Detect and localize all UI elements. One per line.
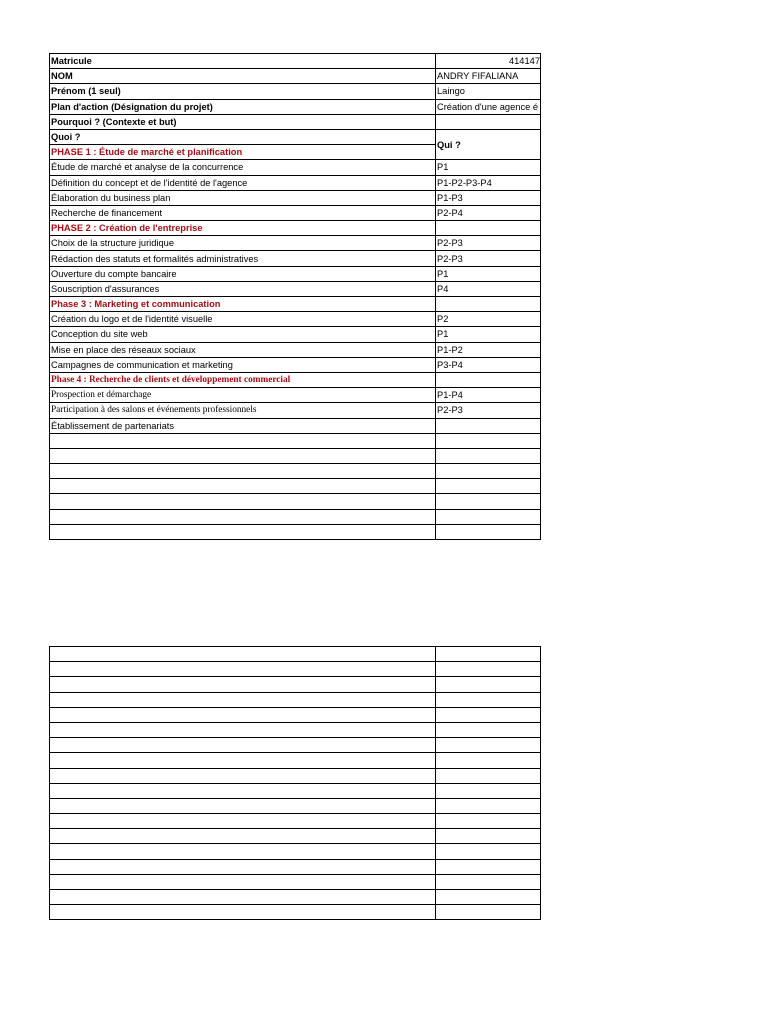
who-cell[interactable]: P3-P4 — [436, 357, 541, 372]
table-row — [50, 54, 541, 69]
task-row — [50, 205, 541, 220]
empty-row — [50, 479, 541, 494]
pourquoi-value[interactable] — [436, 114, 541, 129]
empty-row — [50, 494, 541, 509]
prenom-value[interactable]: Laingo — [436, 84, 541, 99]
empty-cell[interactable] — [436, 692, 541, 707]
nom-value[interactable]: ANDRY FIFALIANA — [436, 69, 541, 84]
empty-cell[interactable] — [436, 753, 541, 768]
empty-cell[interactable] — [50, 479, 436, 494]
empty-cell[interactable] — [50, 753, 436, 768]
who-cell[interactable]: P1-P2-P3-P4 — [436, 175, 541, 190]
empty-row — [50, 829, 541, 844]
empty-cell[interactable] — [436, 509, 541, 524]
empty-cell[interactable] — [50, 524, 436, 539]
empty-cell[interactable] — [436, 814, 541, 829]
empty-row — [50, 738, 541, 753]
phase-row — [50, 297, 541, 312]
task-cell[interactable]: Souscription d'assurances — [50, 281, 436, 296]
empty-row — [50, 662, 541, 677]
who-cell[interactable]: P2 — [436, 312, 541, 327]
empty-row — [50, 647, 541, 662]
empty-row — [50, 524, 541, 539]
task-row — [50, 190, 541, 205]
empty-cell[interactable] — [50, 677, 436, 692]
empty-cell[interactable] — [50, 814, 436, 829]
empty-cell[interactable] — [50, 798, 436, 813]
task-row — [50, 327, 541, 342]
task-row — [50, 388, 541, 403]
action-plan-table — [49, 53, 541, 540]
empty-cell[interactable] — [436, 798, 541, 813]
task-row — [50, 251, 541, 266]
empty-row — [50, 874, 541, 889]
empty-cell[interactable] — [436, 677, 541, 692]
empty-row — [50, 509, 541, 524]
empty-cell[interactable] — [50, 738, 436, 753]
empty-cell[interactable] — [436, 768, 541, 783]
task-row — [50, 403, 541, 418]
who-cell[interactable]: P1-P4 — [436, 388, 541, 403]
empty-row — [50, 783, 541, 798]
task-row — [50, 160, 541, 175]
empty-cell[interactable] — [436, 738, 541, 753]
empty-cell[interactable] — [436, 494, 541, 509]
empty-cell[interactable] — [50, 448, 436, 463]
empty-cell[interactable] — [436, 783, 541, 798]
table-row — [50, 69, 541, 84]
task-row — [50, 236, 541, 251]
empty-row — [50, 464, 541, 479]
table-row — [50, 129, 541, 144]
who-cell[interactable]: P2-P3 — [436, 251, 541, 266]
task-row — [50, 342, 541, 357]
empty-cell[interactable] — [436, 905, 541, 920]
plan-label[interactable]: Plan d'action (Désignation du projet) — [50, 99, 436, 114]
empty-row — [50, 890, 541, 905]
empty-row — [50, 677, 541, 692]
qui-header[interactable]: Qui ? — [436, 129, 541, 159]
task-cell[interactable]: Recherche de financement — [50, 205, 436, 220]
empty-cell[interactable] — [50, 890, 436, 905]
task-cell[interactable]: Conception du site web — [50, 327, 436, 342]
empty-cell[interactable] — [436, 874, 541, 889]
task-cell[interactable]: Ouverture du compte bancaire — [50, 266, 436, 281]
empty-cell[interactable] — [50, 829, 436, 844]
who-cell[interactable]: P4 — [436, 281, 541, 296]
phase-3-title[interactable]: Phase 3 : Marketing et communication — [50, 297, 436, 312]
who-cell[interactable]: P2-P3 — [436, 403, 541, 418]
empty-cell[interactable] — [50, 509, 436, 524]
empty-row — [50, 768, 541, 783]
plan-value[interactable]: Création d'une agence é — [436, 99, 541, 114]
task-cell[interactable]: Campagnes de communication et marketing — [50, 357, 436, 372]
task-row — [50, 418, 541, 433]
empty-cell[interactable] — [50, 783, 436, 798]
empty-cell[interactable] — [50, 707, 436, 722]
table-row — [50, 84, 541, 99]
empty-cell[interactable] — [50, 662, 436, 677]
empty-cell[interactable] — [50, 844, 436, 859]
empty-cell[interactable] — [436, 662, 541, 677]
empty-row — [50, 814, 541, 829]
empty-cell[interactable] — [436, 647, 541, 662]
empty-row — [50, 798, 541, 813]
who-cell[interactable]: P1 — [436, 327, 541, 342]
task-cell[interactable]: Définition du concept et de l'identité de l'agence — [50, 175, 436, 190]
empty-row — [50, 707, 541, 722]
empty-grid-table — [49, 646, 541, 920]
empty-row — [50, 448, 541, 463]
empty-row — [50, 692, 541, 707]
empty-cell[interactable] — [436, 464, 541, 479]
who-cell[interactable] — [436, 418, 541, 433]
empty-cell[interactable] — [436, 890, 541, 905]
phase-2-title[interactable]: PHASE 2 : Création de l'entreprise — [50, 221, 436, 236]
task-row — [50, 281, 541, 296]
task-row — [50, 175, 541, 190]
empty-cell[interactable] — [50, 464, 436, 479]
table-row — [50, 114, 541, 129]
prenom-label[interactable]: Prénom (1 seul) — [50, 84, 436, 99]
phase-row — [50, 221, 541, 236]
task-cell[interactable]: Établissement de partenariats — [50, 418, 436, 433]
task-cell[interactable]: Participation à des salons et événements professionnels — [50, 403, 436, 418]
empty-cell[interactable] — [436, 524, 541, 539]
empty-cell[interactable] — [50, 722, 436, 737]
who-cell[interactable]: P1 — [436, 266, 541, 281]
empty-row — [50, 905, 541, 920]
task-row — [50, 266, 541, 281]
task-row — [50, 357, 541, 372]
table-row — [50, 99, 541, 114]
empty-cell[interactable] — [50, 647, 436, 662]
empty-cell[interactable] — [436, 433, 541, 448]
who-cell[interactable] — [436, 297, 541, 312]
empty-cell[interactable] — [50, 433, 436, 448]
phase-row — [50, 372, 541, 387]
task-cell[interactable]: Étude de marché et analyse de la concurrence — [50, 160, 436, 175]
empty-row — [50, 433, 541, 448]
empty-cell[interactable] — [436, 722, 541, 737]
matricule-label[interactable]: Matricule — [50, 54, 436, 69]
task-row — [50, 312, 541, 327]
empty-row — [50, 722, 541, 737]
who-cell[interactable] — [436, 372, 541, 387]
empty-cell[interactable] — [436, 844, 541, 859]
phase-4-title[interactable]: Phase 4 : Recherche de clients et développement commercial — [50, 372, 436, 387]
empty-cell[interactable] — [436, 448, 541, 463]
empty-cell[interactable] — [50, 692, 436, 707]
quoi-header[interactable]: Quoi ? — [50, 129, 436, 144]
empty-row — [50, 844, 541, 859]
who-cell[interactable] — [436, 221, 541, 236]
who-cell[interactable]: P2-P4 — [436, 205, 541, 220]
pourquoi-label[interactable]: Pourquoi ? (Contexte et but) — [50, 114, 436, 129]
task-cell[interactable]: Choix de la structure juridique — [50, 236, 436, 251]
empty-cell[interactable] — [436, 479, 541, 494]
task-cell[interactable]: Mise en place des réseaux sociaux — [50, 342, 436, 357]
empty-cell[interactable] — [50, 768, 436, 783]
empty-cell[interactable] — [436, 707, 541, 722]
empty-row — [50, 859, 541, 874]
empty-cell[interactable] — [50, 874, 436, 889]
who-cell[interactable]: P1-P2 — [436, 342, 541, 357]
who-cell[interactable]: P2-P3 — [436, 236, 541, 251]
empty-cell[interactable] — [436, 829, 541, 844]
who-cell[interactable]: P1 — [436, 160, 541, 175]
matricule-value[interactable]: 414147 — [436, 54, 541, 69]
empty-cell[interactable] — [50, 494, 436, 509]
who-cell[interactable]: P1-P3 — [436, 190, 541, 205]
empty-cell[interactable] — [436, 859, 541, 874]
empty-cell[interactable] — [50, 859, 436, 874]
phase-1-title[interactable]: PHASE 1 : Étude de marché et planification — [50, 145, 436, 160]
empty-row — [50, 753, 541, 768]
task-cell[interactable]: Élaboration du business plan — [50, 190, 436, 205]
empty-cell[interactable] — [50, 905, 436, 920]
task-cell[interactable]: Prospection et démarchage — [50, 388, 436, 403]
task-cell[interactable]: Rédaction des statuts et formalités administratives — [50, 251, 436, 266]
nom-label[interactable]: NOM — [50, 69, 436, 84]
task-cell[interactable]: Création du logo et de l'identité visuelle — [50, 312, 436, 327]
